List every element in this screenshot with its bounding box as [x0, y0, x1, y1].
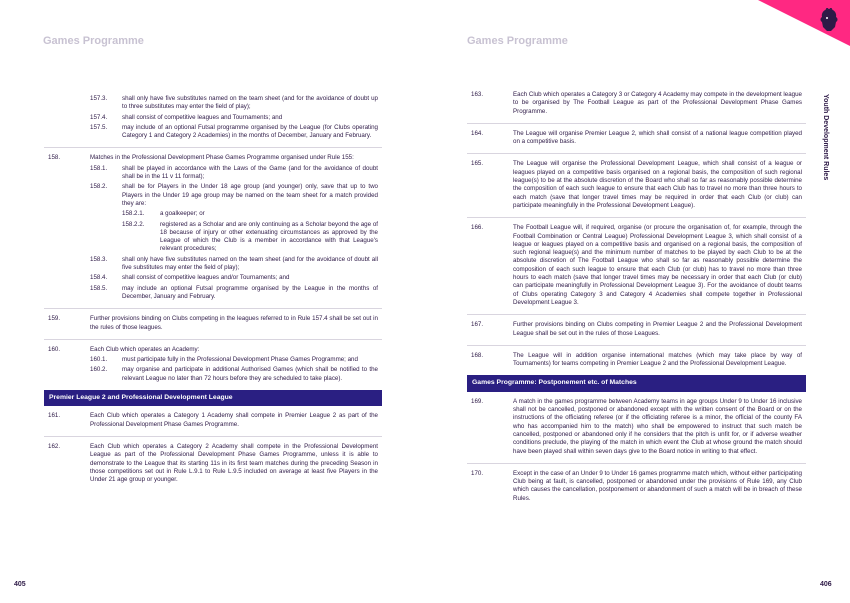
rule-text: The League will organise the Professional Development League, which shall consist of a league or leagues played on a competitive basis organised on a regional basis, the composition of such regional league(s) to be at the absolute discretion of the Board who shall so far as reasonably possible determine the composition of each such league to ensure that each Club has to travel no more than three hours to each match (save that longer travel times may be required in order that each Club (or club) can participate meaningfully in the Professional Development League).: [513, 160, 802, 209]
sub-rule-number: 158.3.: [90, 255, 108, 263]
sub-rule-text: shall only have five substitutes named on the team sheet (and for the avoidance of doubt all five substitutes may enter the field of play);: [122, 255, 378, 272]
rule-166: [467, 217, 806, 314]
page-number-left: 405: [14, 581, 26, 588]
sub-sub-rule-text: registered as a Scholar and are only continuing as a Scholar beyond the age of 18 because of injury or other extenuating circumstances as approved by the League of which the Club is a member in accordance with that League's relevant procedures;: [160, 220, 378, 253]
rule-number: 164.: [471, 129, 484, 137]
rule-number: 170.: [471, 469, 484, 477]
sub-rule-number: 157.4.: [90, 113, 108, 121]
rule-number: 167.: [471, 321, 484, 329]
rule-168: [467, 345, 806, 376]
rule-number: 161.: [48, 412, 61, 420]
rule-text: Matches in the Professional Development Phase Games Programme organised under Rule 155:: [90, 154, 354, 162]
sub-rule-text: must participate fully in the Professional Development Phase Games Programme; and: [122, 356, 358, 364]
sub-rule: [90, 356, 378, 364]
rule-159: [44, 308, 382, 339]
right-page-header: Games Programme: [467, 35, 568, 47]
rule-text: The League will organise Premier League 2, which shall consist of a national league competition played on a competitive basis.: [513, 129, 802, 146]
sub-rule-text: may include an optional Futsal programme organised by the League in the months of December, January and February.: [122, 284, 378, 300]
sub-rule-text: shall be played in accordance with the Laws of the Game (and for the avoidance of doubt shall be in the 11 v 11 format);: [122, 164, 378, 181]
rule-text: Further provisions binding on Clubs competing in Premier League 2 and the Professional Development League shall be set out in the rules of those Leagues.: [513, 321, 802, 337]
page-number-right: 406: [820, 581, 832, 588]
right-column: [467, 85, 806, 510]
sub-rule: [90, 285, 378, 302]
sub-rule: [90, 274, 378, 282]
sub-rule: [90, 183, 378, 208]
rule-text: The Football League will, if required, organise (or procure the organisation of, for example, through the Football Combination or Central League) Professional Development League 3, which shall consist of a league or leagues played on a competitive basis and organised on a regional basis, the composition of such regional league(s) and the minimum number of matches to be played by each Club to be at the absolute discretion of The Football League who shall so far as reasonably possible determine the composition of each such league to ensure that each Club (or club) has to travel no more than three hours to each match (save that longer travel times may be necessary in order that each Club (or club) can participate meaningfully in Professional Development League 3). For the avoidance of doubt teams of Clubs operating Category 3 and Category 4 Academies shall compete together in Professional Development League 3.: [513, 224, 802, 306]
rule-number: 166.: [471, 224, 484, 232]
sub-rule-number: 158.5.: [90, 284, 108, 292]
rule-number: 168.: [471, 351, 484, 359]
sub-rule: [90, 366, 378, 383]
side-title: [822, 94, 834, 234]
rule-text: Each Club which operates a Category 1 Academy shall compete in Premier League 2 as part of the Professional Development Phase Games Programme.: [90, 412, 378, 428]
sub-rule-text: shall consist of competitive leagues and/or Tournaments; and: [122, 274, 290, 282]
sub-rule: [90, 124, 378, 141]
rule-165: [467, 153, 806, 217]
rule-text: Further provisions binding on Clubs competing in the leagues referred to in Rule 157.4 shall be set out in the rules of those leagues.: [90, 315, 378, 331]
rule-number: 165.: [471, 160, 484, 168]
rule-164: [467, 123, 806, 154]
sub-rule-text: may organise and participate in additional Authorised Games (which shall be notified to the relevant League no later than 72 hours before they are scheduled to take place).: [122, 366, 378, 382]
rule-160: [44, 339, 382, 390]
sub-rule: [90, 95, 378, 112]
sub-sub-rule-number: 158.2.1.: [122, 210, 145, 218]
sub-rule-number: 157.5.: [90, 123, 108, 131]
section-band-premier-league-2: Premier League 2 and Professional Development League: [44, 390, 382, 406]
rule-number: 158.: [48, 154, 61, 162]
rule-158: [44, 147, 382, 308]
left-column: [44, 89, 382, 491]
sub-rule: [90, 165, 378, 182]
rule-157-continued: [44, 89, 382, 147]
sub-rule-number: 158.1.: [90, 164, 108, 172]
rule-161: [44, 406, 382, 436]
sub-rule: [90, 256, 378, 273]
sub-rule: [90, 114, 378, 122]
sub-rule-text: shall be for Players in the Under 18 age group (and younger) only, save that up to two Players in the Under 19 age group may be named on the team sheet for a match provided they are:: [122, 183, 378, 207]
rule-169: [467, 392, 806, 463]
sub-rule-text: shall only have five substitutes named on the team sheet (and for the avoidance of doubt up to three substitutes may enter the field of play);: [122, 95, 378, 111]
rule-text: Each Club which operates a Category 2 Academy shall compete in the Professional Development League as part of the Professional Development Phase Games Programme, unless it is able to demonstrate to the League that its starting 11s in its first team matches during the preceding Season in those competitions set out in Rule L.9.1 to Rule L.9.5 included on average at least five Players in the Under 21 age group or younger.: [90, 442, 378, 484]
sub-sub-rule-text: a goalkeeper; or: [160, 210, 205, 218]
rule-text: A match in the games programme between Academy teams in age groups Under 9 to Under 16 inclusive shall not be cancelled, postponed or abandoned except with the written consent of the Board or on the instructions of the officiating referee (or if the officiating referee is a minor, the official of the county FA who has accompanied him to the match) who shall be empowered to instruct that such match be cancelled, postponed or abandoned only if he considers that the pitch is unfit for, or if adverse weather conditions preclude, the playing of the match in which event the Club at whose ground the match should have been played shall within seven days give to the Board notice in writing to that effect.: [513, 397, 802, 455]
rule-text: The League will in addition organise international matches (which may take place by way of Tournaments) for teams competing in Premier League 2 and the Professional Development League.: [513, 351, 802, 368]
rule-text: Except in the case of an Under 9 to Under 16 games programme match which, without either participating Club being at fault, is cancelled, postponed or abandoned under the provisions of Rule 169, any Club which causes the cancellation, postponement or abandonment of such a match will be in breach of these Rules.: [513, 469, 802, 502]
side-title-text: Youth Development Rules: [822, 94, 829, 181]
section-band-postponement: Games Programme: Postponement etc. of Matches: [467, 375, 806, 391]
rule-number: 163.: [471, 91, 484, 98]
rule-text: Each Club which operates a Category 3 or Category 4 Academy may compete in the development league to be organised by The Football League as part of the Professional Development Phase Games Programme.: [513, 91, 802, 115]
sub-sub-rule: [122, 221, 378, 254]
rule-number: 169.: [471, 397, 484, 405]
lion-crest-icon: [818, 8, 840, 32]
rule-number: 159.: [48, 315, 61, 323]
sub-sub-rule: [122, 210, 378, 218]
sub-rule-number: 158.2.: [90, 183, 108, 191]
sub-rule-number: 158.4.: [90, 274, 108, 282]
sub-rule-number: 160.2.: [90, 366, 108, 374]
sub-rule-text: shall consist of competitive leagues and Tournaments; and: [122, 113, 283, 121]
rule-text: Each Club which operates an Academy:: [90, 345, 200, 353]
rule-163: [467, 85, 806, 123]
rule-number: 162.: [48, 442, 61, 450]
rule-170: [467, 463, 806, 510]
left-page-header: Games Programme: [43, 35, 144, 47]
sub-rule-text: may include of an optional Futsal programme organised by the League (for Clubs operating Category 1 and Category 2 Academies) in the months of December, January and February.: [122, 123, 378, 140]
sub-sub-rule-number: 158.2.2.: [122, 220, 145, 228]
rule-167: [467, 314, 806, 345]
sub-rule-number: 160.1.: [90, 356, 108, 364]
rule-162: [44, 436, 382, 491]
sub-rule-number: 157.3.: [90, 95, 108, 102]
rule-number: 160.: [48, 345, 61, 353]
